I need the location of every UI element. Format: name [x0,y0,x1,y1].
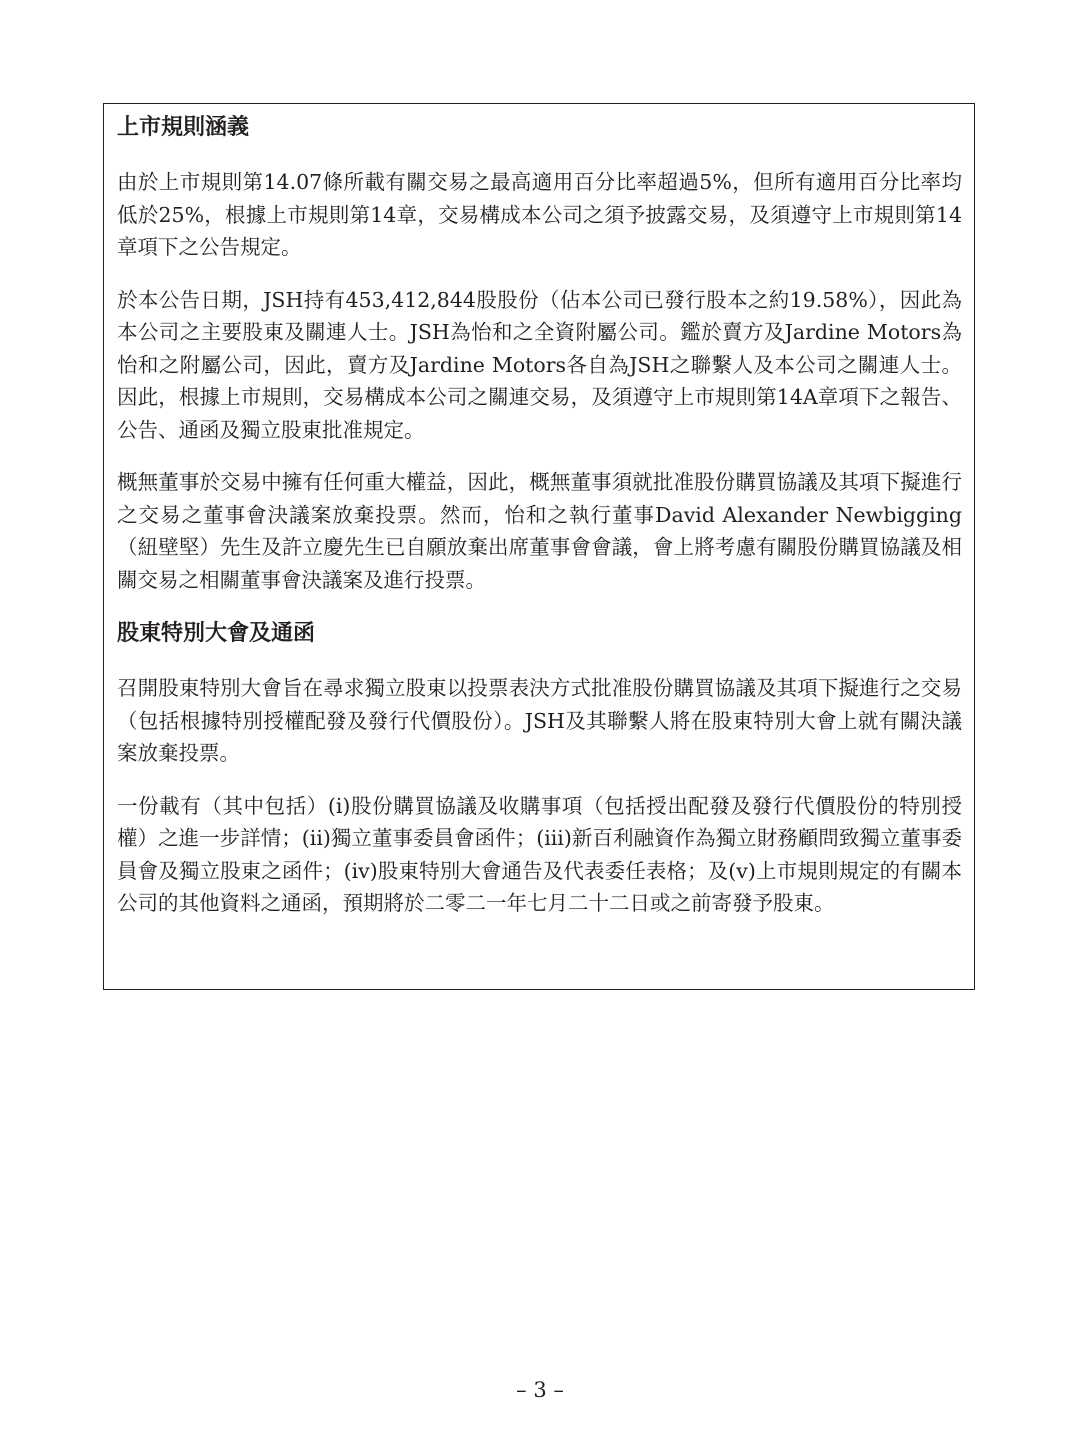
page-number: – 3 – [516,1378,564,1402]
paragraph-egm-purpose: 召開股東特別大會旨在尋求獨立股東以投票表決方式批准股份購買協議及其項下擬進行之交易（包括根據特別授權配發及發行代價股份）。JSH及其聯繫人將在股東特別大會上就有關決議案放棄投票。 [117,676,962,765]
section-heading-egm-circular: 股東特別大會及通函 [117,620,316,646]
paragraph-connected-transaction: 於本公告日期，JSH持有453,412,844股股份（佔本公司已發行股本之約19.58%），因此為本公司之主要股東及關連人士。JSH為怡和之全資附屬公司。鑑於賣方及Jardine Motors為怡和之附屬公司，因此，賣方及Jardine Motors各自為JSH之聯繫人及本公司之關連人士。因此，根據上市規則，交易構成本公司之關連交易，及須遵守上市規則第14A章項下之報告、公告、通函及獨立股東批准規定。 [117,287,962,442]
paragraph-disclosable-transaction: 由於上市規則第14.07條所載有關交易之最高適用百分比率超過5%，但所有適用百分比率均低於25%，根據上市規則第14章，交易構成本公司之須予披露交易，及須遵守上市規則第14章項下之公告規定。 [117,170,962,259]
paragraph-director-abstention: 概無董事於交易中擁有任何重大權益，因此，概無董事須就批准股份購買協議及其項下擬進行之交易之董事會決議案放棄投票。然而，怡和之執行董事David Alexander Newbigging（紐壁堅）先生及許立慶先生已自願放棄出席董事會會議，會上將考慮有關股份購買協議及相關交易之相關董事會決議案及進行投票。 [117,470,962,592]
paragraph-circular-contents: 一份載有（其中包括）(i)股份購買協議及收購事項（包括授出配發及發行代價股份的特別授權）之進一步詳情；(ii)獨立董事委員會函件；(iii)新百利融資作為獨立財務顧問致獨立董事委員會及獨立股東之函件；(iv)股東特別大會通告及代表委任表格；及(v)上市規則規定的有關本公司的其他資料之通函，預期將於二零二一年七月二十二日或之前寄發予股東。 [117,793,962,915]
bordered-notice-box [103,103,975,990]
section-heading-listing-rules: 上市規則涵義 [117,114,250,140]
